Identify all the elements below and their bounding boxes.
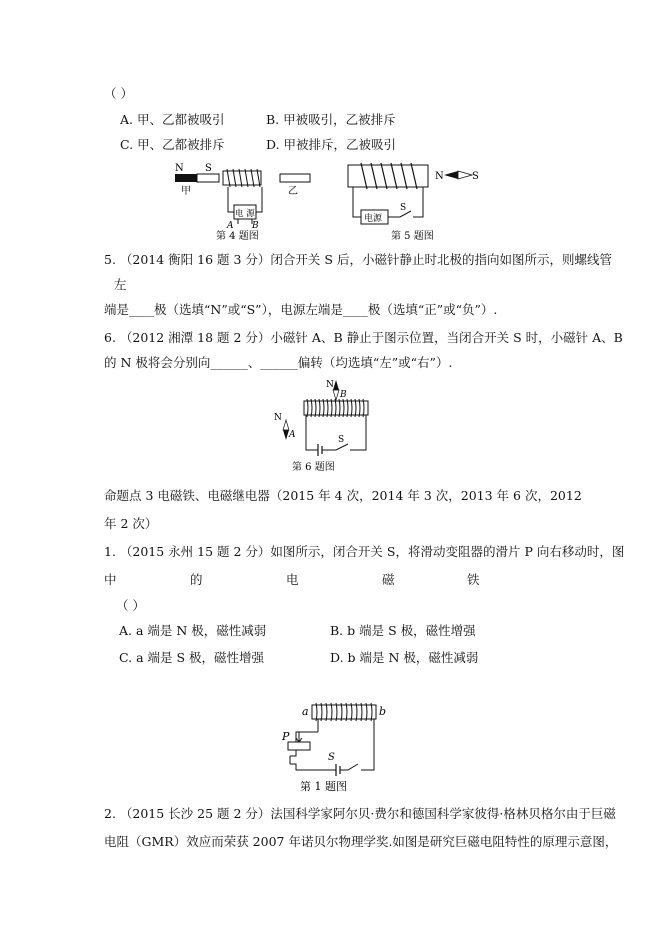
q2-line1: 2. （2015 长沙 25 题 2 分）法国科学家阿尔贝·费尔和德国科学家彼得·格林贝格尔由于巨磁 (104, 806, 616, 821)
q6-line1: 6. （2012 湘潭 18 题 2 分）小磁针 A、B 静止于图示位置，当闭合开关 S 时，小磁针 A、B (104, 330, 623, 345)
fig1-a-label: a (302, 705, 309, 718)
q5-line2: 左 (114, 277, 127, 292)
q1-option-d: D. b 端是 N 极，磁性减弱 (330, 650, 479, 665)
magnet-jia-south (197, 174, 219, 182)
q1-answer-paren: （ ） (116, 598, 145, 613)
magnet-yi (280, 174, 310, 182)
answer-paren: （ ） (104, 86, 133, 101)
q1-option-a: A. a 端是 N 极，磁性减弱 (119, 623, 267, 638)
fig4-terminals (238, 219, 252, 224)
fig5-caption: 第 5 题图 (391, 231, 434, 242)
q1-word-5: 铁 (467, 572, 480, 587)
magnet-jia-north (175, 174, 197, 182)
q2-line2: 电阻（GMR）效应而荣获 2007 年诺贝尔物理学奖.如图是研究巨磁电阻特性的原理示意图， (104, 834, 618, 849)
fig1-caption: 第 1 题图 (300, 780, 347, 793)
q1-option-c: C. a 端是 S 极，磁性增强 (119, 650, 265, 665)
option-c: C. 甲、乙都被排斥 (120, 137, 225, 152)
fig1-p-label: P (282, 730, 290, 743)
fig6-needle-a-label: A (289, 430, 296, 440)
figure-4 (170, 160, 315, 242)
q1-word-4: 磁 (382, 572, 395, 587)
option-a: A. 甲、乙都被吸引 (120, 112, 225, 127)
fig6-needle-a-n-label: N (274, 413, 282, 423)
fig4-s-label: S (205, 163, 212, 174)
fig4-jia-label: 甲 (181, 186, 191, 197)
fig1-switch-label: S (328, 752, 335, 763)
q5-line3: 端是____极（选填“N”或“S”），电源左端是____极（选填“正”或“负”）. (104, 302, 498, 317)
q1-option-b: B. b 端是 S 极，磁性增强 (330, 623, 476, 638)
fig6-wire (306, 415, 366, 450)
section-heading-line2: 年 2 次） (104, 516, 158, 531)
q1-line1: 1. （2015 永州 15 题 2 分）如图所示，闭合开关 S，将滑动变阻器的滑片 P 向右移动时，图 (104, 544, 625, 559)
q1-word-2: 的 (190, 572, 203, 587)
fig5-s-label: S (472, 171, 479, 182)
fig4-b-label: B (252, 221, 259, 231)
fig1-b-label: b (379, 705, 387, 718)
fig6-needle-a-north (283, 420, 289, 430)
fig6-needle-b-n-label: N (326, 380, 334, 390)
figure-5 (343, 160, 488, 242)
fig1-battery (336, 764, 340, 776)
fig6-caption: 第 6 题图 (292, 462, 335, 473)
fig6-needle-b-label: B (340, 390, 347, 400)
fig6-battery (318, 444, 322, 456)
fig6-needle-b-south (333, 390, 339, 400)
q1-word-3: 电 (286, 572, 299, 587)
q1-word-1: 中 (104, 572, 117, 587)
fig5-needle-north (444, 171, 458, 179)
figure-1 (282, 700, 396, 795)
q6-line2: 的 N 极将会分别向______、______偏转（均选填“左”或“右”）. (104, 355, 453, 370)
q5-line1: 5. （2014 衡阳 16 题 3 分）闭合开关 S 后，小磁针静止时北极的指向如图所示，则螺线管 (104, 252, 612, 267)
fig5-n-label: N (435, 171, 444, 182)
fig4-a-label: A (227, 221, 234, 231)
section-heading-line1: 命题点 3 电磁铁、电磁继电器（2015 年 4 次，2014 年 3 次，2013 年 6 次，2012 (104, 488, 582, 503)
fig4-n-label: N (175, 163, 184, 174)
fig6-switch-label: S (338, 435, 345, 445)
option-d: D. 甲被排斥，乙被吸引 (266, 137, 397, 152)
fig1-slider-arrow (296, 732, 302, 742)
fig4-power-label: 电 源 (235, 209, 255, 219)
fig5-power-label: 电源 (364, 214, 383, 224)
fig4-caption: 第 4 题图 (216, 231, 259, 242)
figure-6 (270, 376, 385, 476)
fig1-rheostat (288, 742, 310, 750)
option-b: B. 甲被吸引，乙被排斥 (266, 112, 396, 127)
fig4-yi-label: 乙 (288, 186, 298, 197)
fig5-switch-label: S (400, 203, 407, 213)
fig5-needle-south (458, 171, 472, 179)
fig6-needle-b-north (333, 380, 339, 390)
